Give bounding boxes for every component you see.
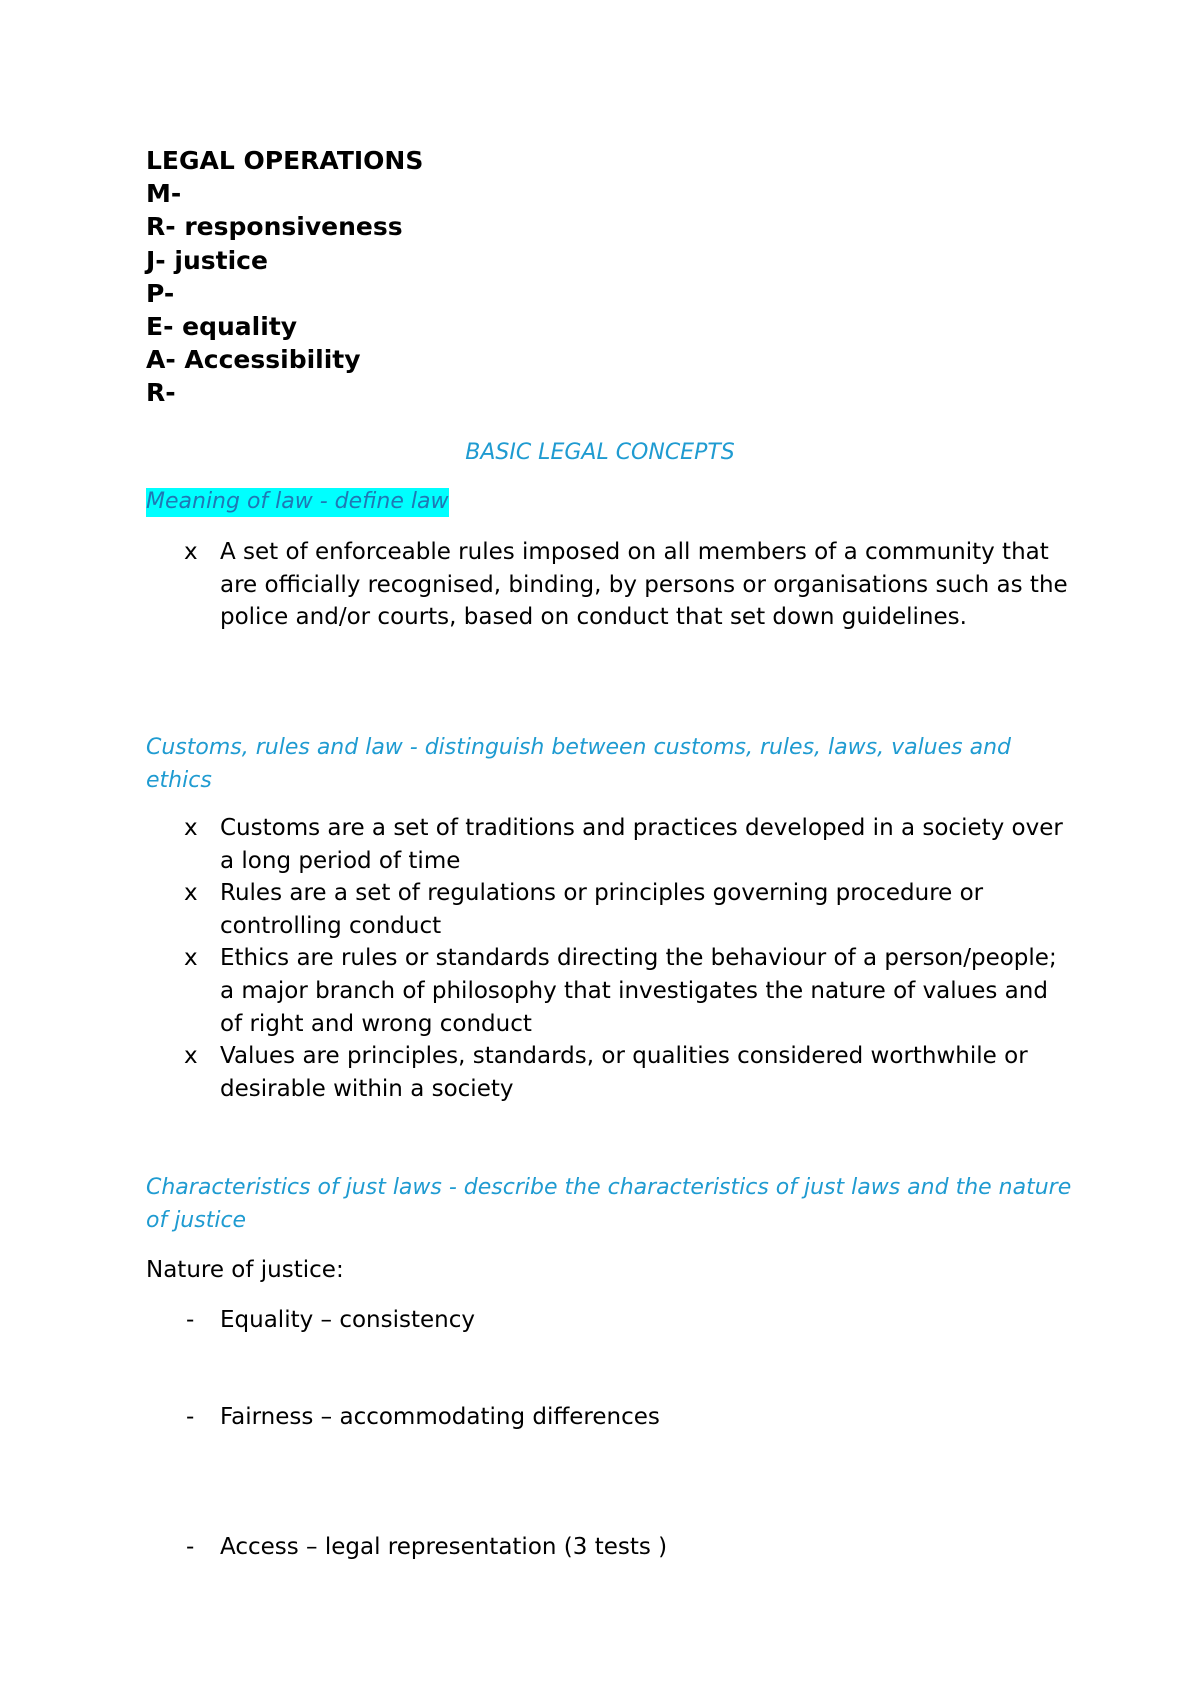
list-item-text: Rules are a set of regulations or principles governing procedure or controlling conduct <box>220 880 984 939</box>
list-item <box>146 1040 1076 1105</box>
heading-line: E- equality <box>146 312 298 342</box>
just-laws-heading: Characteristics of just laws - describe the characteristics of just laws and the nature of justice <box>146 1175 1072 1233</box>
list-marker: x <box>184 539 198 565</box>
section-title: BASIC LEGAL CONCEPTS <box>465 440 735 465</box>
heading-line: P- <box>146 278 175 308</box>
list-marker: - <box>186 1307 195 1333</box>
list-item <box>146 877 1076 942</box>
list-item <box>146 536 1076 634</box>
list-item-text: Ethics are rules or standards directing the behaviour of a person/people; a major branch of philosophy that investigates the nature of values and of right and wrong conduct <box>220 945 1057 1037</box>
justice-list-item <box>146 1401 1076 1433</box>
list-item-text: Access – legal representation (3 tests ) <box>220 1534 668 1560</box>
heading-line: M- <box>146 179 182 209</box>
list-item-text: Fairness – accommodating differences <box>220 1404 660 1430</box>
list-marker: - <box>186 1534 195 1560</box>
heading-line: R- <box>146 378 176 408</box>
heading-line: R- responsiveness <box>146 212 403 242</box>
list-marker: x <box>184 815 198 841</box>
list-item <box>146 812 1076 877</box>
list-marker: x <box>184 945 198 972</box>
justice-list-item <box>146 1531 1076 1563</box>
list-marker: - <box>186 1404 195 1430</box>
heading-line: A- Accessibility <box>146 345 361 375</box>
list-item <box>146 942 1076 1040</box>
list-item-text: A set of enforceable rules imposed on all members of a community that are officially recognised, binding, by persons or organisations such as the police and/or courts, based on conduct that set down guidelines. <box>220 539 1068 631</box>
heading-block <box>146 144 423 410</box>
highlighted-heading-text: Meaning of law - define law <box>146 488 449 517</box>
law-definition-list <box>146 536 1076 634</box>
law-definition-heading <box>146 486 449 519</box>
list-item-text: Customs are a set of traditions and practices developed in a society over a long period of time <box>220 815 1063 874</box>
list-marker: x <box>184 880 198 907</box>
list-item-text: Equality – consistency <box>220 1307 475 1333</box>
list-marker: x <box>184 1043 198 1070</box>
heading-line: J- justice <box>146 245 268 275</box>
customs-list <box>146 812 1076 1105</box>
list-item-text: Values are principles, standards, or qualities considered worthwhile or desirable within a society <box>220 1043 1028 1102</box>
nature-of-justice-label: Nature of justice: <box>146 1257 344 1283</box>
customs-heading: Customs, rules and law - distinguish between customs, rules, laws, values and ethics <box>146 735 1012 793</box>
justice-list-item <box>146 1304 1076 1336</box>
heading-title: LEGAL OPERATIONS <box>146 146 424 175</box>
